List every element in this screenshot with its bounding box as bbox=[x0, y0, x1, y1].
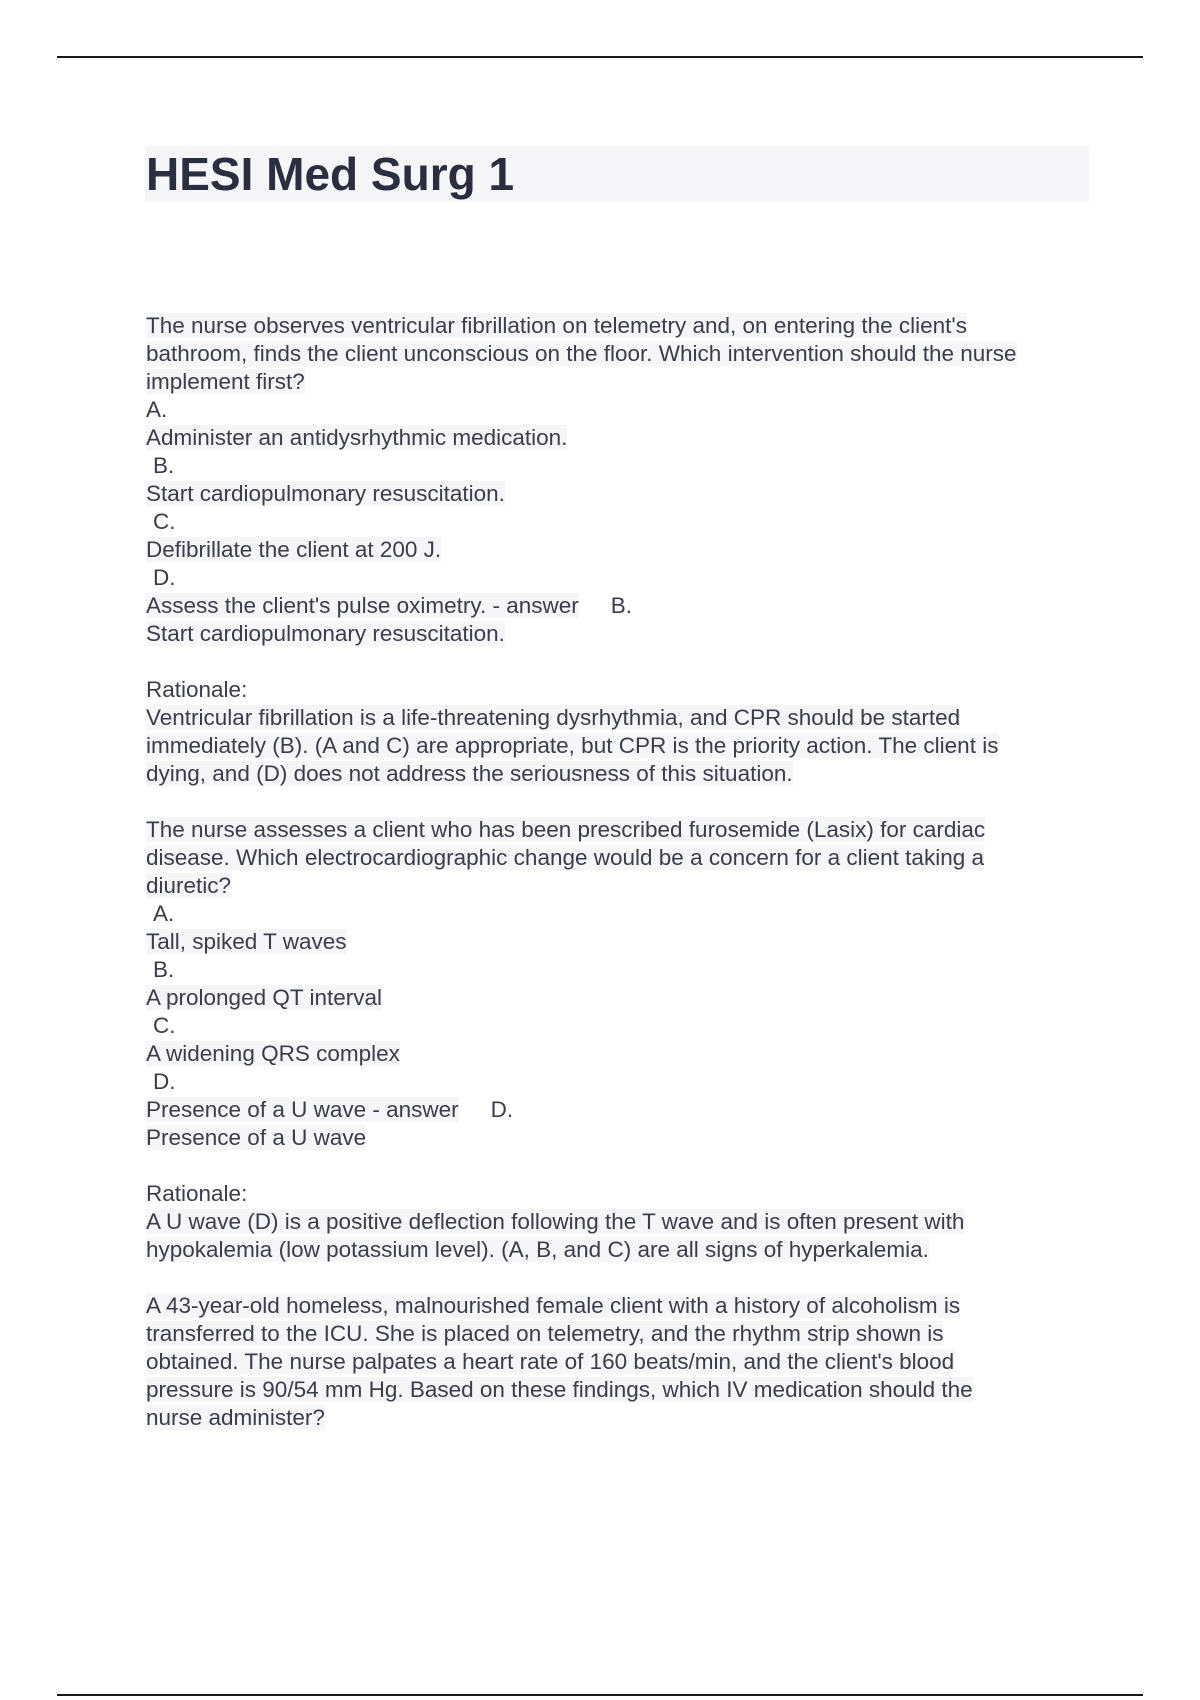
option-text-with-answer: Assess the client's pulse oximetry. - answer B. bbox=[146, 593, 633, 618]
option-letter: B. bbox=[153, 453, 175, 478]
rationale-line: immediately (B). (A and C) are appropriate, but CPR is the priority action. The client is bbox=[146, 733, 999, 758]
option-letter: B. bbox=[153, 957, 175, 982]
question-stem-line: A 43-year-old homeless, malnourished female client with a history of alcoholism is bbox=[146, 1293, 961, 1318]
question-stem-line: The nurse assesses a client who has been prescribed furosemide (Lasix) for cardiac bbox=[146, 817, 986, 842]
rationale-line: dying, and (D) does not address the seriousness of this situation. bbox=[146, 761, 793, 786]
question-stem-line: disease. Which electrocardiographic change would be a concern for a client taking a bbox=[146, 845, 984, 870]
answer-letter: D. bbox=[490, 1097, 514, 1122]
option-text: Tall, spiked T waves bbox=[146, 929, 347, 954]
rationale-line: A U wave (D) is a positive deflection following the T wave and is often present with bbox=[146, 1209, 965, 1234]
option-text-with-answer: Presence of a U wave - answer D. bbox=[146, 1097, 514, 1122]
option-letter: C. bbox=[153, 1013, 176, 1038]
answer-letter: B. bbox=[610, 593, 633, 618]
option-text: Administer an antidysrhythmic medication. bbox=[146, 425, 568, 450]
document-body bbox=[146, 312, 1091, 1432]
question-stem-line: obtained. The nurse palpates a heart rate of 160 beats/min, and the client's blood bbox=[146, 1349, 955, 1374]
question-stem-line: transferred to the ICU. She is placed on telemetry, and the rhythm strip shown is bbox=[146, 1321, 944, 1346]
option-text: A prolonged QT interval bbox=[146, 985, 382, 1010]
rationale-line: hypokalemia (low potassium level). (A, B, and C) are all signs of hyperkalemia. bbox=[146, 1237, 929, 1262]
option-letter: C. bbox=[153, 509, 176, 534]
rationale-line: Ventricular fibrillation is a life-threatening dysrhythmia, and CPR should be started bbox=[146, 705, 961, 730]
option-text: A widening QRS complex bbox=[146, 1041, 400, 1066]
question-1 bbox=[146, 312, 1091, 788]
rationale-label: Rationale: bbox=[146, 1181, 248, 1206]
rationale-label: Rationale: bbox=[146, 677, 248, 702]
option-letter: D. bbox=[153, 565, 176, 590]
option-text: Start cardiopulmonary resuscitation. bbox=[146, 481, 505, 506]
top-rule bbox=[57, 56, 1143, 58]
question-stem-line: implement first? bbox=[146, 369, 305, 394]
question-stem-line: bathroom, finds the client unconscious on the floor. Which intervention should the nurse bbox=[146, 341, 1017, 366]
question-stem-line: nurse administer? bbox=[146, 1405, 325, 1430]
option-letter: A. bbox=[153, 901, 175, 926]
document-title: HESI Med Surg 1 bbox=[146, 148, 515, 200]
question-stem-line: diuretic? bbox=[146, 873, 232, 898]
question-3 bbox=[146, 1292, 1091, 1432]
bottom-rule bbox=[57, 1694, 1143, 1696]
question-stem-line: The nurse observes ventricular fibrillation on telemetry and, on entering the client's bbox=[146, 313, 967, 338]
option-text: Defibrillate the client at 200 J. bbox=[146, 537, 442, 562]
option-letter: D. bbox=[153, 1069, 176, 1094]
question-2 bbox=[146, 816, 1091, 1264]
answer-text: Start cardiopulmonary resuscitation. bbox=[146, 621, 505, 646]
option-letter: A. bbox=[146, 397, 168, 422]
question-stem-line: pressure is 90/54 mm Hg. Based on these findings, which IV medication should the bbox=[146, 1377, 973, 1402]
answer-text: Presence of a U wave bbox=[146, 1125, 367, 1150]
